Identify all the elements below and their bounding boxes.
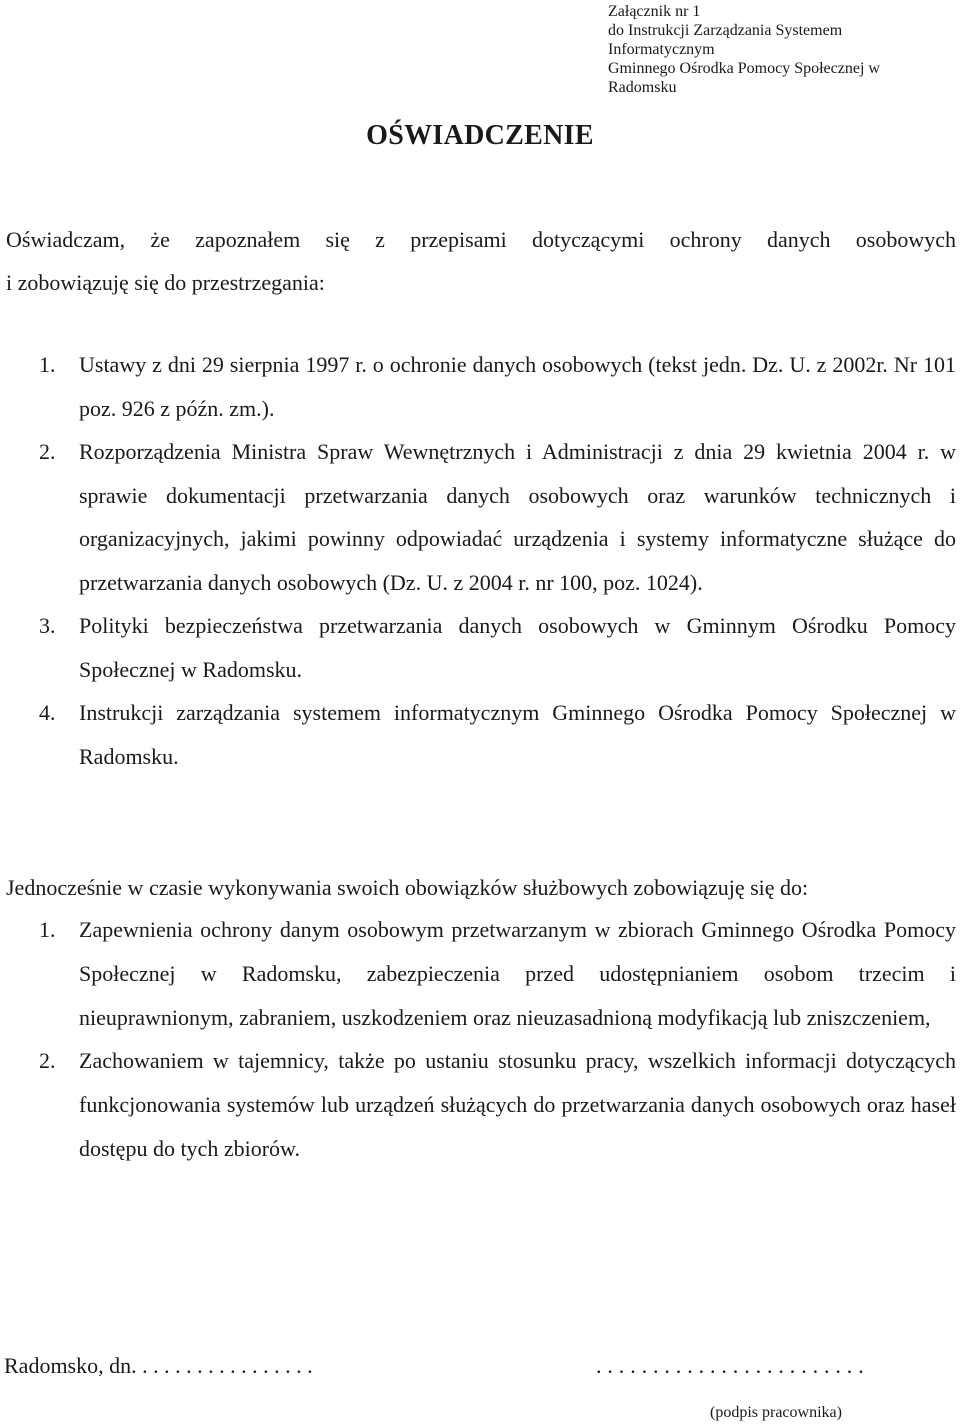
intro-line-2: i zobowiązuję się do przestrzegania: xyxy=(6,270,325,295)
list-item xyxy=(6,604,956,691)
attachment-line: do Instrukcji Zarządzania Systemem xyxy=(608,22,843,39)
list-item xyxy=(6,343,956,430)
list-item-number: 2. xyxy=(39,439,56,464)
list-item-text: Polityki bezpieczeństwa przetwarzania danych osobowych w Gminnym Ośrodku Pomocy Społecznej w Radomsku. xyxy=(79,613,956,682)
list-item-text: Zachowaniem w tajemnicy, także po ustaniu stosunku pracy, wszelkich informacji dotyczących funkcjonowania systemów lub urządzeń służących do przetwarzania danych osobowych oraz haseł dostępu do tych zbiorów. xyxy=(79,1048,956,1161)
list-item xyxy=(6,908,956,1039)
intro-paragraph xyxy=(6,218,956,304)
obligations-intro: Jednocześnie w czasie wykonywania swoich obowiązków służbowych zobowiązuję się do: xyxy=(6,875,809,900)
intro-line-1: Oświadczam, że zapoznałem się z przepisami dotyczącymi ochrony danych osobowych xyxy=(6,227,956,252)
list-item-number: 1. xyxy=(39,352,56,377)
list-item-number: 1. xyxy=(39,917,56,942)
attachment-line: Załącznik nr 1 xyxy=(608,3,701,20)
list-item-number: 3. xyxy=(39,613,56,638)
list-item-text: Rozporządzenia Ministra Spraw Wewnętrznych i Administracji z dnia 29 kwietnia 2004 r. w sprawie dokumentacji przetwarzania danych osobowych oraz warunków technicznych i organizacyjnych, jakimi powinny odpowiadać urządzenia i systemy informatyczne służące do przetwarzania danych osobowych (Dz. U. z 2004 r. nr 100, poz. 1024). xyxy=(79,439,956,595)
list-item xyxy=(6,691,956,778)
list-item-text: Ustawy z dni 29 sierpnia 1997 r. o ochronie danych osobowych (tekst jedn. Dz. U. z 2002r. Nr 101 poz. 926 z późn. zm.). xyxy=(79,352,956,421)
list-item xyxy=(6,430,956,604)
attachment-line: Radomsku xyxy=(608,79,677,96)
signature-line: . . . . . . . . . . . . . . . . . . . . . . . . xyxy=(596,1353,864,1378)
signature-label: (podpis pracownika) xyxy=(710,1404,842,1421)
obligations-list xyxy=(6,908,956,1171)
place-date-line: Radomsko, dn. . . . . . . . . . . . . . . . . xyxy=(4,1353,313,1378)
attachment-line: Informatycznym xyxy=(608,41,715,58)
list-item xyxy=(6,1039,956,1170)
attachment-header xyxy=(608,2,948,97)
regulations-list xyxy=(6,343,956,778)
list-item-text: Instrukcji zarządzania systemem informatycznym Gminnego Ośrodka Pomocy Społecznej w Radomsku. xyxy=(79,700,956,769)
document-title: OŚWIADCZENIE xyxy=(366,120,594,151)
attachment-line: Gminnego Ośrodka Pomocy Społecznej w xyxy=(608,60,880,77)
list-item-number: 2. xyxy=(39,1048,56,1074)
list-item-text: Zapewnienia ochrony danym osobowym przetwarzanym w zbiorach Gminnego Ośrodka Pomocy Społecznej w Radomsku, zabezpieczenia przed udostępnianiem osobom trzecim i nieuprawnionym, zabraniem, uszkodzeniem oraz nieuzasadnioną modyfikacją lub zniszczeniem, xyxy=(79,917,956,1030)
list-item-number: 4. xyxy=(39,700,56,725)
